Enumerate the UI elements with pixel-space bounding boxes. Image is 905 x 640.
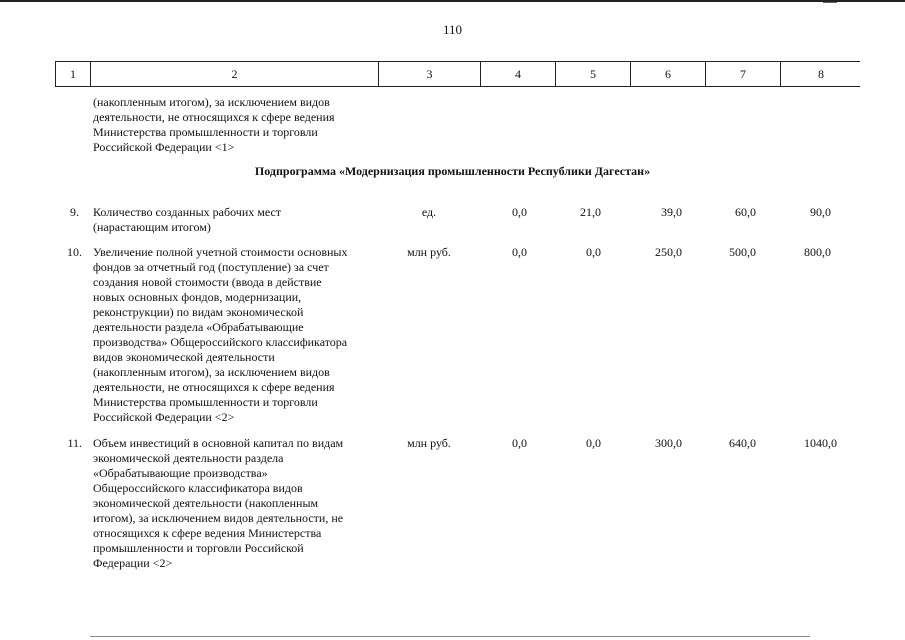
value-col-4: 0,0 [512,245,527,259]
row-text-line: экономической деятельности раздела [93,451,284,465]
row-text-line: фондов за отчетный год (поступление) за счет [93,260,329,274]
row-text-line: новых основных фондов, модернизации, [93,290,302,304]
row-text-line: (нарастающим итогом) [93,220,211,234]
header-col-3: 3 [379,62,481,86]
row-text-line: Министерства промышленности и торговли [93,395,318,409]
row-unit: млн руб. [407,245,451,259]
edge-mark [823,2,837,3]
header-col-6: 6 [631,62,706,86]
row-text-line: относящихся к сфере ведения Министерства [93,526,322,540]
continuation-line: Российской Федерации <1> [93,140,235,154]
row-text-line: Увеличение полной учетной стоимости основных [93,245,348,259]
value-col-5: 0,0 [586,436,601,450]
header-col-5: 5 [556,62,631,86]
value-col-6: 39,0 [661,205,682,219]
row-text-line: «Обрабатывающие производства» [93,466,268,480]
bottom-rule [90,636,810,637]
table-header [55,61,860,87]
subprogram-title: Подпрограмма «Модернизация промышленности Республики Дагестан» [254,164,651,178]
row-text-line: итогом), за исключением видов деятельности, не [93,511,344,525]
header-col-8: 8 [818,67,824,81]
row-number: 10. [67,245,82,259]
row-unit: млн руб. [407,436,451,450]
row-number: 9. [70,205,79,219]
value-col-7: 640,0 [729,436,756,450]
top-border [0,0,905,2]
row-number: 11. [67,436,82,450]
row-text-line: деятельности раздела «Обрабатывающие [93,320,304,334]
value-col-6: 250,0 [655,245,682,259]
header-col-1: 1 [56,62,91,86]
row-text-line: производства» Общероссийского классификатора [93,335,348,349]
value-col-7: 500,0 [729,245,756,259]
value-col-8: 1040,0 [804,436,837,450]
row-text-line: промышленности и торговли Российской [93,541,304,555]
page-number: 110 [442,22,463,37]
value-col-5: 21,0 [580,205,601,219]
continuation-line: (накопленным итогом), за исключением видов [93,95,330,109]
row-text-line: деятельности, не относящихся к сфере ведения [93,380,335,394]
value-col-6: 300,0 [655,436,682,450]
row-text-line: экономической деятельности (накопленным [93,496,319,510]
row-unit: ед. [421,205,437,219]
value-col-8: 90,0 [810,205,831,219]
value-col-4: 0,0 [512,205,527,219]
header-col-2: 2 [91,62,379,86]
row-text-line: Объем инвестиций в основной капитал по видам [93,436,344,450]
header-col-7: 7 [706,62,781,86]
header-col-4: 4 [481,62,556,86]
row-text-line: создания новой стоимости (ввода в действие [93,275,322,289]
row-text-line: (накопленным итогом), за исключением видов [93,365,330,379]
value-col-5: 0,0 [586,245,601,259]
row-text-line: Количество созданных рабочих мест [93,205,282,219]
value-col-8: 800,0 [804,245,831,259]
value-col-7: 60,0 [735,205,756,219]
continuation-line: деятельности, не относящихся к сфере ведения [93,110,335,124]
row-text-line: видов экономической деятельности [93,350,275,364]
value-col-4: 0,0 [512,436,527,450]
row-text-line: реконструкции) по видам экономической [93,305,304,319]
continuation-line: Министерства промышленности и торговли [93,125,318,139]
row-text-line: Общероссийского классификатора видов [93,481,303,495]
row-text-line: Российской Федерации <2> [93,410,235,424]
row-text-line: Федерации <2> [93,556,173,570]
